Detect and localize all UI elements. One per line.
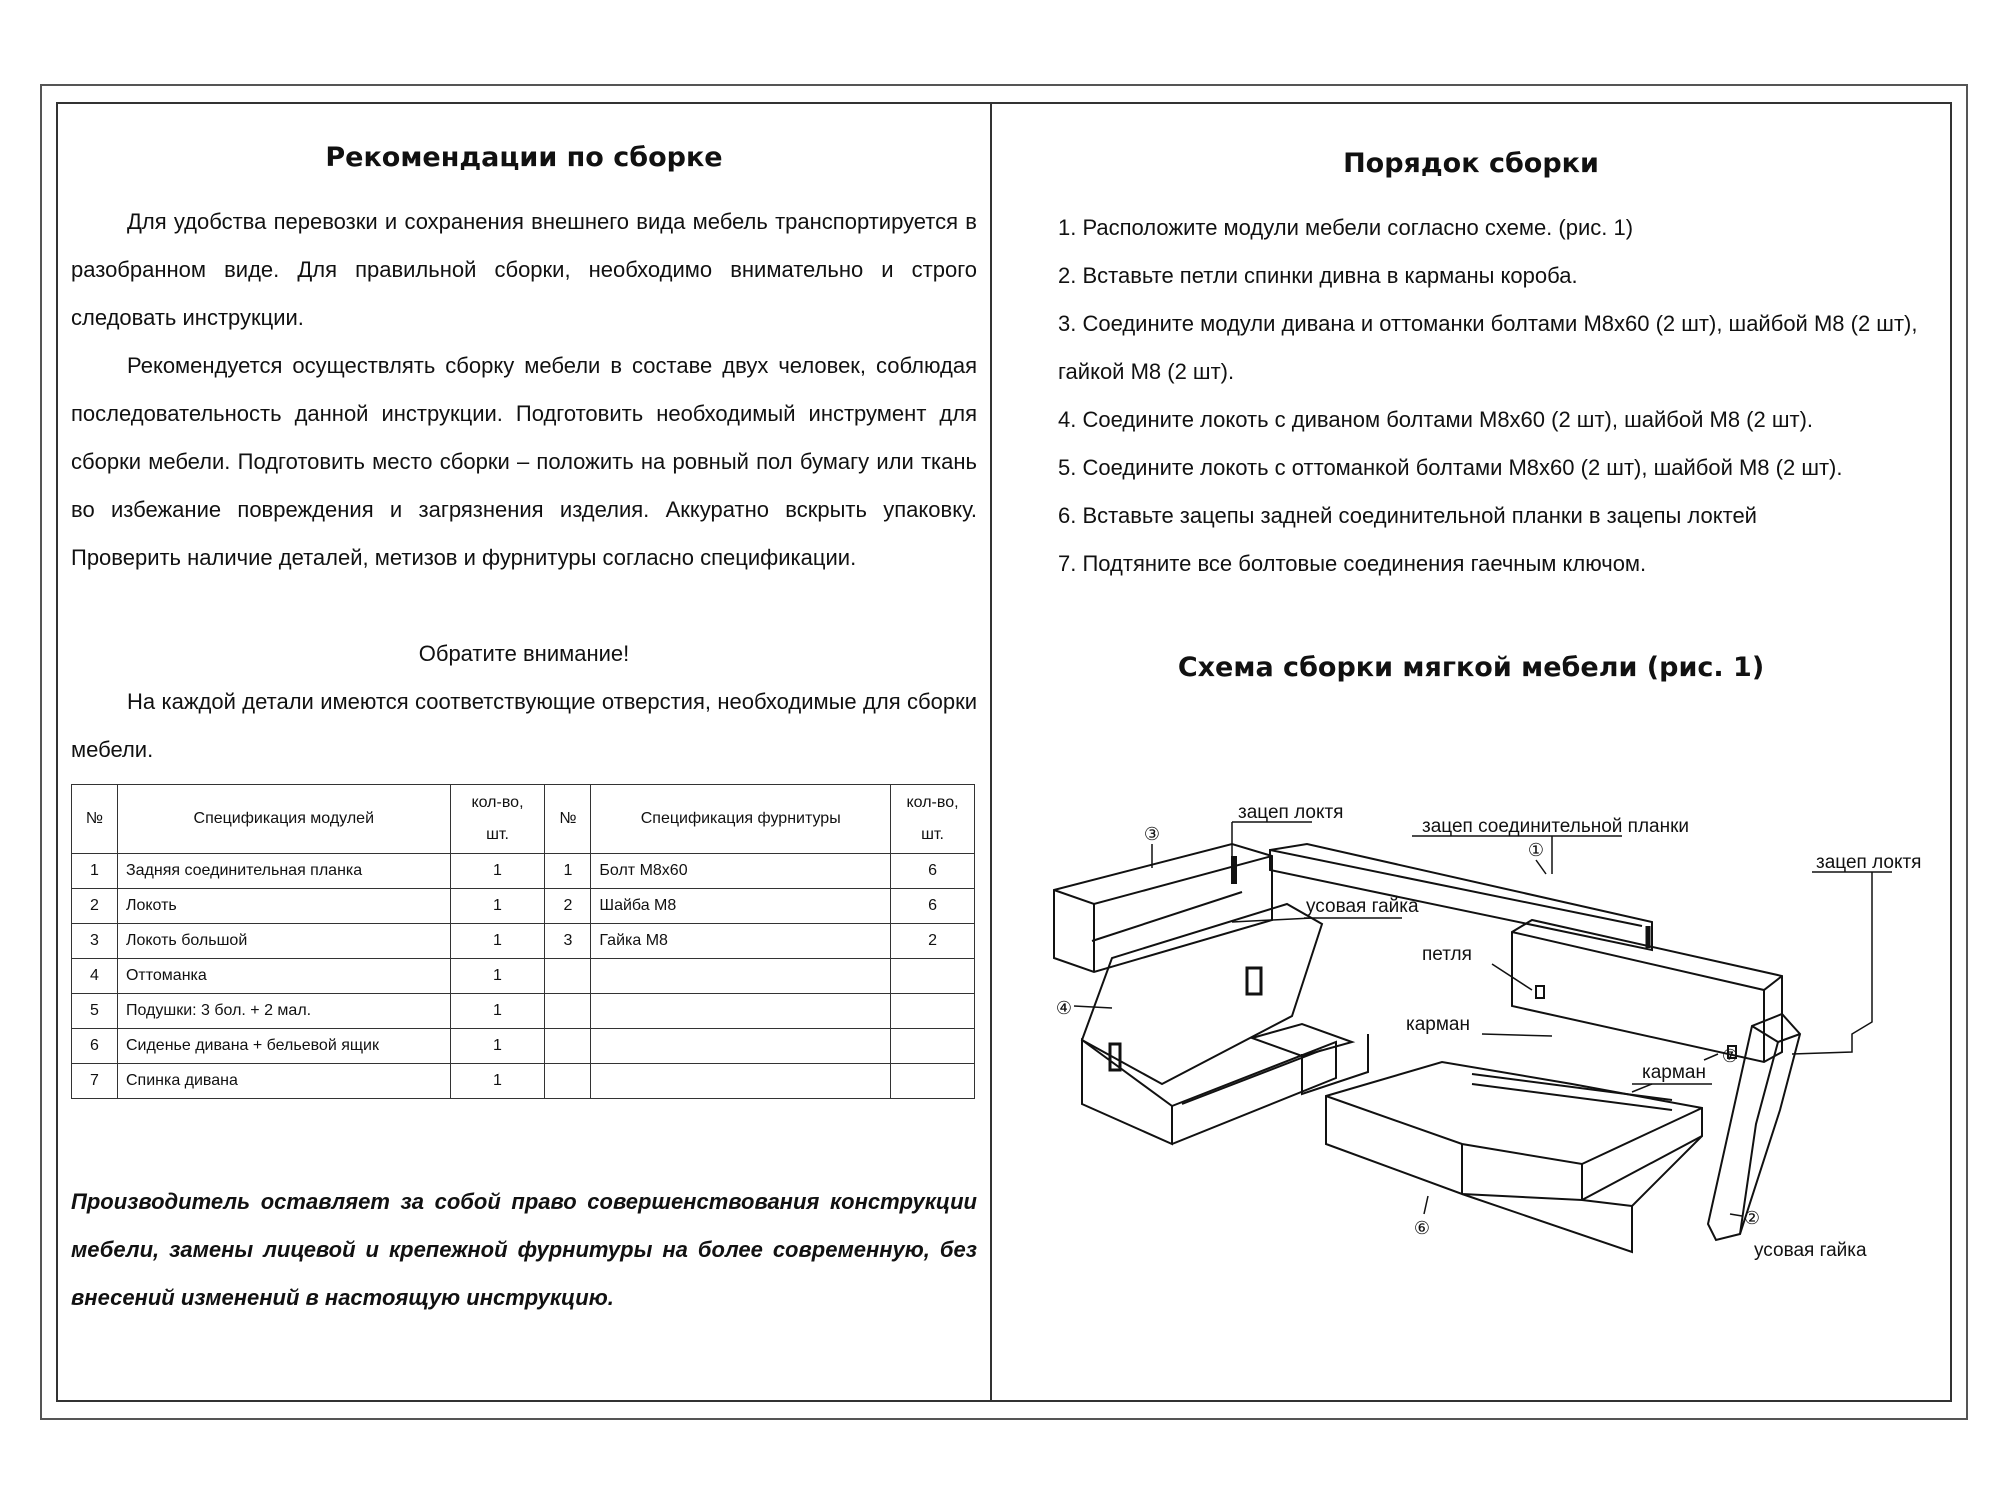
label-pocket-bottom: карман xyxy=(1642,1062,1706,1083)
recommendation-paragraph: Рекомендуется осуществлять сборку мебели в составе двух человек, соблюдая последовательность данной инструкции. Подготовить необходимый инструмент для сборки мебели. Подготовить место сборки – положить на ровный пол бумагу или ткань во избежание повреждения и загрязнения изделия. Аккуратно вскрыть упаковку. Проверить наличие деталей, метизов и фурнитуры согласно спецификации. xyxy=(71,353,977,570)
label-whisker-nut-top: усовая гайка xyxy=(1306,896,1419,917)
cell-number-1: 3 xyxy=(72,924,118,959)
table-row xyxy=(72,994,975,1029)
cell-number-1: 5 xyxy=(72,994,118,1029)
cell-number-2 xyxy=(545,1064,591,1099)
callout-7: ⑦ xyxy=(1721,1046,1739,1066)
cell-module: Задняя соединительная планка xyxy=(117,854,450,889)
cell-qty-1: 1 xyxy=(450,1029,545,1064)
diagram-title: Схема сборки мягкой мебели (рис. 1) xyxy=(1177,652,1765,683)
col-hardware: Спецификация фурнитуры xyxy=(591,785,891,854)
assembly-step: 1. Расположите модули мебели согласно схеме. (рис. 1) xyxy=(1058,215,1634,240)
assembly-steps-list xyxy=(1058,204,1940,588)
table-row xyxy=(72,889,975,924)
cell-hardware xyxy=(591,994,891,1029)
assembly-recommendations-panel xyxy=(58,104,990,1400)
cell-hardware xyxy=(591,1064,891,1099)
cell-number-1: 4 xyxy=(72,959,118,994)
cell-qty-1: 1 xyxy=(450,889,545,924)
assembly-diagram xyxy=(1052,744,1952,1384)
cell-hardware: Болт М8х60 xyxy=(591,854,891,889)
cell-module: Сиденье дивана + бельевой ящик xyxy=(117,1029,450,1064)
table-row xyxy=(72,1064,975,1099)
cell-number-2: 3 xyxy=(545,924,591,959)
label-armrest-hook-left: зацеп локтя xyxy=(1238,802,1344,823)
cell-number-2 xyxy=(545,1029,591,1064)
specification-table xyxy=(71,784,975,1099)
cell-number-2: 2 xyxy=(545,889,591,924)
callout-6: ⑥ xyxy=(1413,1218,1431,1238)
callout-2: ② xyxy=(1743,1208,1761,1228)
cell-module: Оттоманка xyxy=(117,959,450,994)
cell-hardware: Гайка М8 xyxy=(591,924,891,959)
cell-hardware: Шайба М8 xyxy=(591,889,891,924)
sofa-seat-part xyxy=(1326,1062,1702,1252)
content-frame xyxy=(56,102,1952,1402)
table-header-row xyxy=(72,785,975,854)
col-modules: Спецификация модулей xyxy=(117,785,450,854)
cell-qty-2: 6 xyxy=(891,854,975,889)
assembly-step: 7. Подтяните все болтовые соединения гаечным ключом. xyxy=(1058,551,1647,576)
cell-number-1: 1 xyxy=(72,854,118,889)
recommendations-title: Рекомендации по сборке xyxy=(325,142,723,173)
cell-qty-2 xyxy=(891,1029,975,1064)
cell-number-1: 6 xyxy=(72,1029,118,1064)
cell-number-2: 1 xyxy=(545,854,591,889)
cell-qty-1: 1 xyxy=(450,1064,545,1099)
cell-qty-2 xyxy=(891,1064,975,1099)
cell-qty-1: 1 xyxy=(450,959,545,994)
table-row xyxy=(72,924,975,959)
label-pocket-top: карман xyxy=(1406,1014,1470,1035)
col-number-2: № xyxy=(545,785,591,854)
table-row xyxy=(72,959,975,994)
col-qty-2: кол-во, шт. xyxy=(891,785,975,854)
cell-number-2 xyxy=(545,959,591,994)
table-row xyxy=(72,854,975,889)
holes-paragraph: На каждой детали имеются соответствующие отверстия, необходимые для сборки мебели. xyxy=(71,689,977,762)
col-qty-1: кол-во, шт. xyxy=(450,785,545,854)
cell-qty-1: 1 xyxy=(450,994,545,1029)
callout-3: ③ xyxy=(1143,824,1161,844)
callout-4: ④ xyxy=(1055,998,1073,1018)
callout-1: ① xyxy=(1527,840,1545,860)
assembly-order-panel xyxy=(992,104,1950,1400)
cell-number-1: 7 xyxy=(72,1064,118,1099)
label-loop: петля xyxy=(1422,944,1472,965)
label-bar-hook: зацеп соединительной планки xyxy=(1422,816,1690,837)
assembly-order-title: Порядок сборки xyxy=(1343,148,1599,179)
cell-qty-2 xyxy=(891,959,975,994)
large-armrest-part xyxy=(1054,844,1272,972)
table-row xyxy=(72,1029,975,1064)
assembly-step: 6. Вставьте зацепы задней соединительной планки в зацепы локтей xyxy=(1058,503,1757,528)
manufacturer-note: Производитель оставляет за собой право совершенствования конструкции мебели, замены лицевой и крепежной фурнитуры на более современную, без внесений изменений в настоящую инструкцию. xyxy=(71,1189,977,1310)
cell-module: Локоть xyxy=(117,889,450,924)
cell-hardware xyxy=(591,959,891,994)
assembly-step: 5. Соедините локоть с оттоманкой болтами М8х60 (2 шт), шайбой М8 (2 шт). xyxy=(1058,455,1843,480)
intro-paragraph: Для удобства перевозки и сохранения внешнего вида мебель транспортируется в разобранном виде. Для правильной сборки, необходимо внимательно и строго следовать инструкции. xyxy=(71,209,977,330)
label-armrest-hook-right: зацеп локтя xyxy=(1816,852,1922,873)
cell-qty-2 xyxy=(891,994,975,1029)
cell-qty-1: 1 xyxy=(450,854,545,889)
cell-qty-1: 1 xyxy=(450,924,545,959)
assembly-step: 3. Соедините модули дивана и оттоманки болтами М8х60 (2 шт), шайбой М8 (2 шт), гайкой М8 (2 шт). xyxy=(1058,311,1918,384)
assembly-step: 4. Соедините локоть с диваном болтами М8х60 (2 шт), шайбой М8 (2 шт). xyxy=(1058,407,1814,432)
cell-hardware xyxy=(591,1029,891,1064)
attention-heading: Обратите внимание! xyxy=(418,641,630,666)
cell-module: Локоть большой xyxy=(117,924,450,959)
cell-number-1: 2 xyxy=(72,889,118,924)
cell-qty-2: 6 xyxy=(891,889,975,924)
page-frame xyxy=(40,84,1968,1420)
cell-qty-2: 2 xyxy=(891,924,975,959)
cell-number-2 xyxy=(545,994,591,1029)
cell-module: Спинка дивана xyxy=(117,1064,450,1099)
label-whisker-nut-bottom: усовая гайка xyxy=(1754,1240,1867,1261)
col-number-1: № xyxy=(72,785,118,854)
assembly-step: 2. Вставьте петли спинки дивна в карманы короба. xyxy=(1058,263,1578,288)
cell-module: Подушки: 3 бол. + 2 мал. xyxy=(117,994,450,1029)
